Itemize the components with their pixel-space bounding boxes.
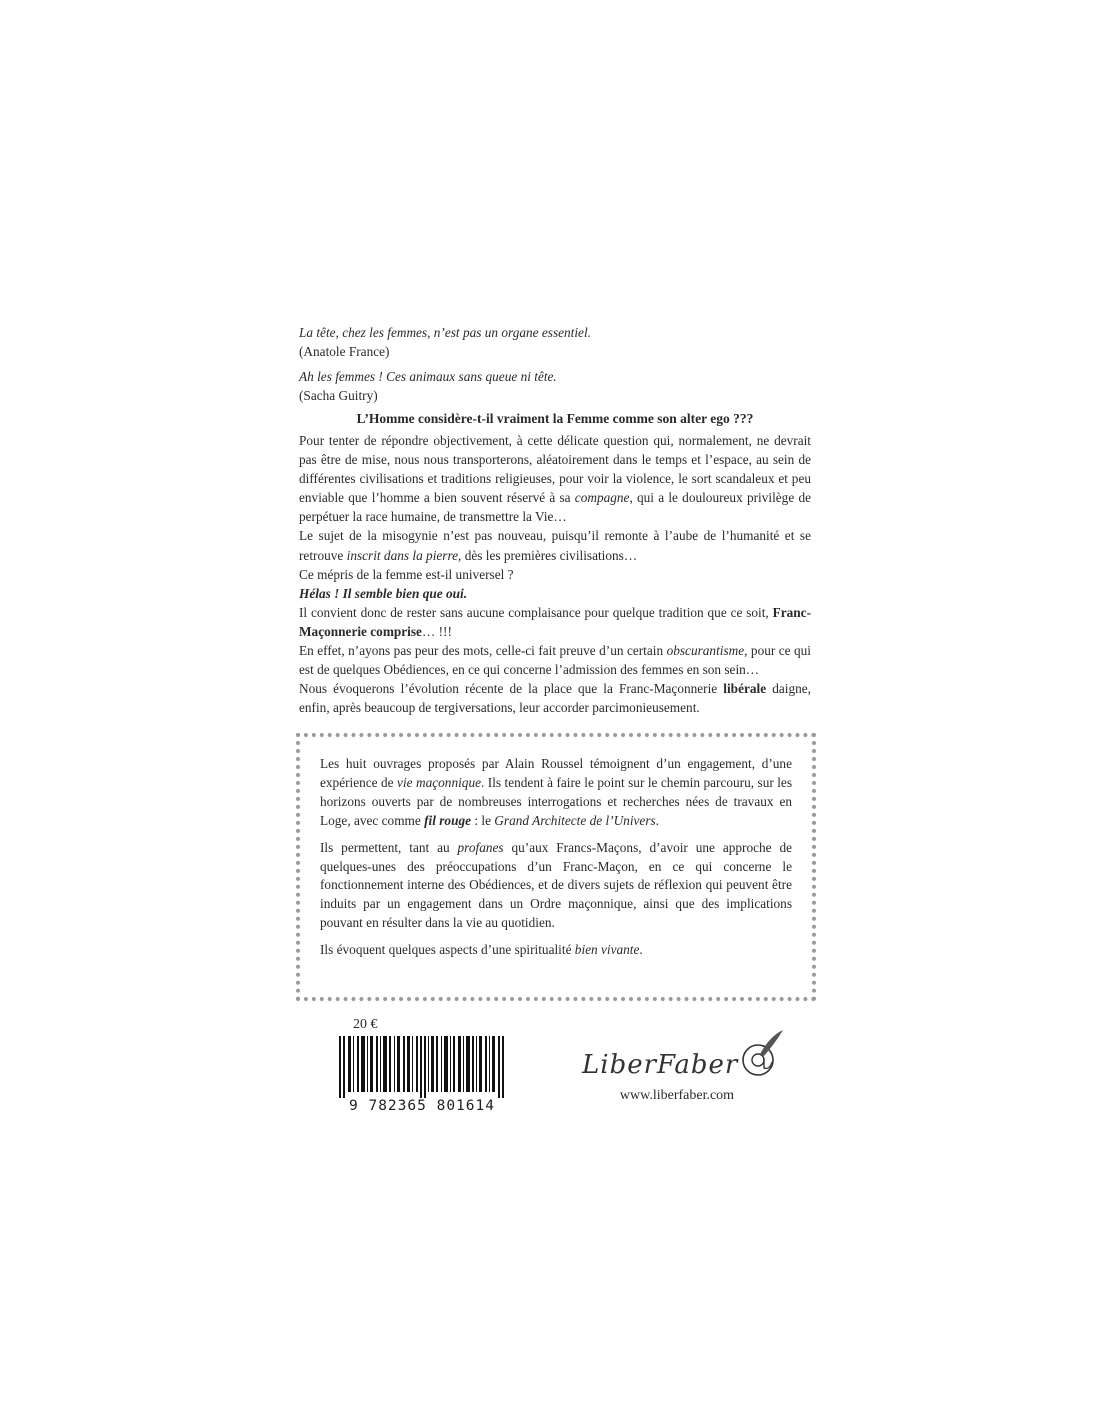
paragraph: Ils permettent, tant au profanes qu’aux Francs-Maçons, d’avoir une approche de quelques-unes des préoccupations d’un Franc-Maçon, en ce qui concerne le fonctionnement interne des Obédiences, et de divers sujets de réflexion qui peuvent être induits par un engagement dans un Ordre maçonnique, ainsi que des implications pouvant en résulter dans la vie au quotidien. — [320, 839, 793, 931]
paragraph: Ils évoquent quelques aspects d’une spiritualité bien vivante. — [320, 942, 643, 958]
epigraphs — [299, 323, 819, 411]
quote-author-2: (Sacha Guitry) — [299, 388, 378, 403]
publisher-website-link[interactable]: www.liberfaber.com — [619, 1088, 735, 1103]
paragraph: Le sujet de la misogynie n’est pas nouveau, puisqu’il remonte à l’aube de l’humanité et se retrouve inscrit dans la pierre, dès les premières civilisations… — [299, 528, 811, 563]
paragraph: Il convient donc de rester sans aucune complaisance pour quelque tradition que ce soit, Franc-Maçonnerie comprise… !!! — [299, 604, 811, 639]
paragraph: En effet, n’ayons pas peur des mots, celle-ci fait preuve d’un certain obscurantisme, pour ce qui est de quelques Obédiences, en ce qui concerne l’admission des femmes en son sein… — [299, 643, 811, 678]
series-info-box — [296, 733, 816, 1001]
back-cover-text — [299, 431, 811, 717]
quote-author-1: (Anatole France) — [299, 344, 390, 359]
quote-text-1: La tête, chez les femmes, n’est pas un organe essentiel. — [299, 325, 591, 340]
paragraph: Pour tenter de répondre objectivement, à cette délicate question qui, normalement, ne devrait pas être de mise, nous nous transporterons, aléatoirement dans le temps et l’espace, au sein de différentes civilisations et traditions religieuses, pour voir la violence, le sort scandaleux et peu enviable que l’homme a bien souvent réservé à sa compagne, qui a le douloureux privilège de perpétuer la race humaine, de transmettre la Vie… — [299, 433, 811, 525]
paragraph: Ce mépris de la femme est-il universel ? — [299, 566, 514, 582]
at-sign-feather-icon — [740, 1028, 784, 1080]
question-heading: L’Homme considère-t-il vraiment la Femme comme son alter ego ??? — [356, 411, 754, 426]
price-label: 20 € — [353, 1017, 378, 1032]
quote-text-2: Ah les femmes ! Ces animaux sans queue ni tête. — [299, 369, 557, 384]
barcode — [339, 1036, 505, 1098]
paragraph-emphasis: Hélas ! Il semble bien que oui. — [299, 585, 468, 601]
publisher-name: LiberFaber — [582, 1050, 739, 1080]
isbn-number: 9 782365 801614 — [349, 1098, 495, 1114]
paragraph: Les huit ouvrages proposés par Alain Roussel témoignent d’un engagement, d’une expérience de vie maçonnique. Ils tendent à faire le point sur le chemin parcouru, sur les horizons ouverts par de nombreuses interrogations et recherches nées de travaux en Loge, avec comme fil rouge : le Grand Architecte de l’Univers. — [320, 756, 792, 828]
paragraph: Nous évoquerons l’évolution récente de la place que la Franc-Maçonnerie libérale daigne, enfin, après beaucoup de tergiversations, leur accorder parcimonieusement. — [299, 681, 812, 716]
series-info-text — [320, 755, 792, 968]
